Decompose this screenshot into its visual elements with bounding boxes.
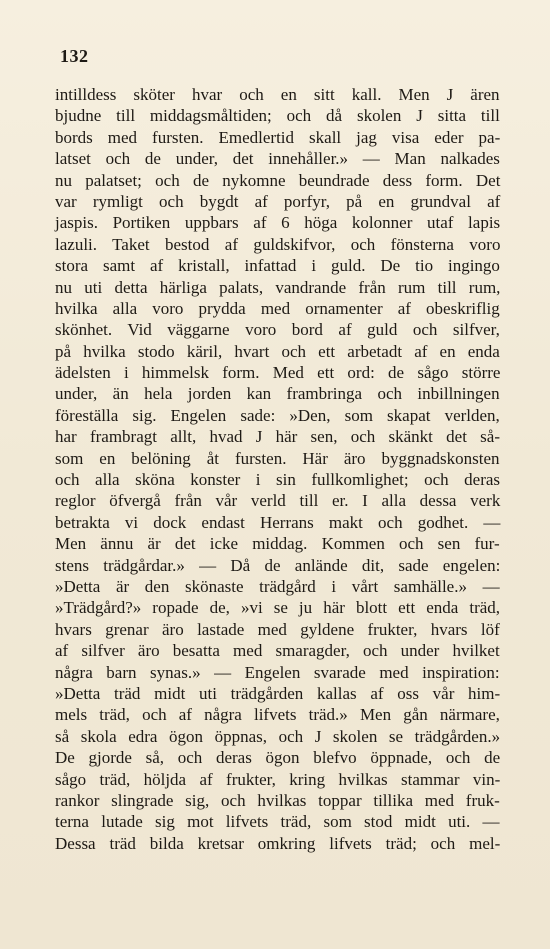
- text-line: »Detta träd midt uti trädgården kallas af oss vår him-: [55, 683, 501, 703]
- text-line: och alla sköna konster i sin fullkomlighet; och deras: [55, 470, 501, 490]
- text-line: reglor öfvergå från vår verld till er. I alla dessa verk: [55, 491, 501, 511]
- text-line: stora samt af kristall, infattad i guld. De tio ingingo: [55, 256, 500, 276]
- text-line: så skola edra ögon öppnas, och J skolen se trädgården.»: [55, 726, 501, 746]
- text-line: mels träd, och af några lifvets träd.» Men gån närmare,: [55, 705, 500, 725]
- text-line: »Trädgård?» ropade de, »vi se ju här blott ett enda träd,: [55, 598, 501, 618]
- text-line: intilldess sköter hvar och en sitt kall. Men J ären: [55, 85, 500, 104]
- text-line: har frambragt allt, hvad J här sen, och skänkt det så-: [55, 427, 500, 447]
- text-line: betrakta vi dock endast Herrans makt och godhet. —: [55, 512, 501, 532]
- text-line: några barn synas.» — Engelen svarade med inspiration:: [55, 662, 500, 682]
- text-line: föreställa sig. Engelen sade: »Den, som skapat verlden,: [55, 405, 500, 425]
- text-line: nu uti detta härliga palats, vandrande från rum till rum,: [55, 277, 501, 297]
- text-line: jaspis. Portiken uppbars af 6 höga kolonner utaf lapis: [55, 213, 501, 233]
- text-line: bjudne till middagsmåltiden; och då skolen J sitta till: [55, 106, 500, 126]
- text-line: bords med fursten. Emedlertid skall jag visa eder pa-: [55, 127, 501, 147]
- text-line: af silfver äro besatta med smaragder, och under hvilket: [55, 641, 500, 661]
- text-line: ädelsten i himmelsk form. Med ett ord: de sågo större: [55, 363, 501, 383]
- text-line: Men ännu är det icke middag. Kommen och sen fur-: [55, 534, 500, 554]
- body-text: [55, 84, 500, 854]
- text-line: De gjorde så, och deras ögon blefvo öppnade, och de: [55, 748, 501, 768]
- text-line: hvilka alla voro prydda med ornamenter af obeskriflig: [55, 298, 500, 318]
- text-line: »Detta är den skönaste trädgård i vårt samhälle.» —: [55, 576, 500, 596]
- text-line: terna lutade sig mot lifvets träd, som stod midt uti. —: [55, 812, 500, 832]
- text-line: var rymligt och bygdt af porfyr, på en grundval af: [55, 191, 501, 211]
- text-line: nu palatset; och de nykomne beundrade dess form. Det: [55, 170, 501, 190]
- text-line: latset och de under, det innehåller.» — Man nalkades: [55, 149, 500, 169]
- text-line: Dessa träd bilda kretsar omkring lifvets träd; och mel-: [55, 833, 501, 853]
- page-number: 132: [60, 46, 89, 66]
- text-line: stens trädgårdar.» — Då de anlände dit, sade engelen:: [55, 555, 501, 575]
- text-line: hvars grenar äro lastade med gyldene frukter, hvars löf: [55, 619, 500, 639]
- text-line: skönhet. Vid väggarne voro bord af guld och silfver,: [55, 320, 500, 340]
- text-line: under, än hela jorden kan frambringa och inbillningen: [55, 384, 500, 404]
- text-line: rankor slingrade sig, och hvilkas toppar tillika med fruk-: [55, 790, 500, 810]
- text-line: sågo träd, höljda af frukter, kring hvilkas stammar vin-: [55, 769, 501, 789]
- text-line: på hvilka stodo käril, hvart och ett arbetadt af en enda: [55, 341, 500, 361]
- text-line: lazuli. Taket bestod af guldskifvor, och fönsterna voro: [55, 234, 501, 254]
- text-line: som en belöning åt fursten. Här äro byggnadskonsten: [55, 448, 500, 468]
